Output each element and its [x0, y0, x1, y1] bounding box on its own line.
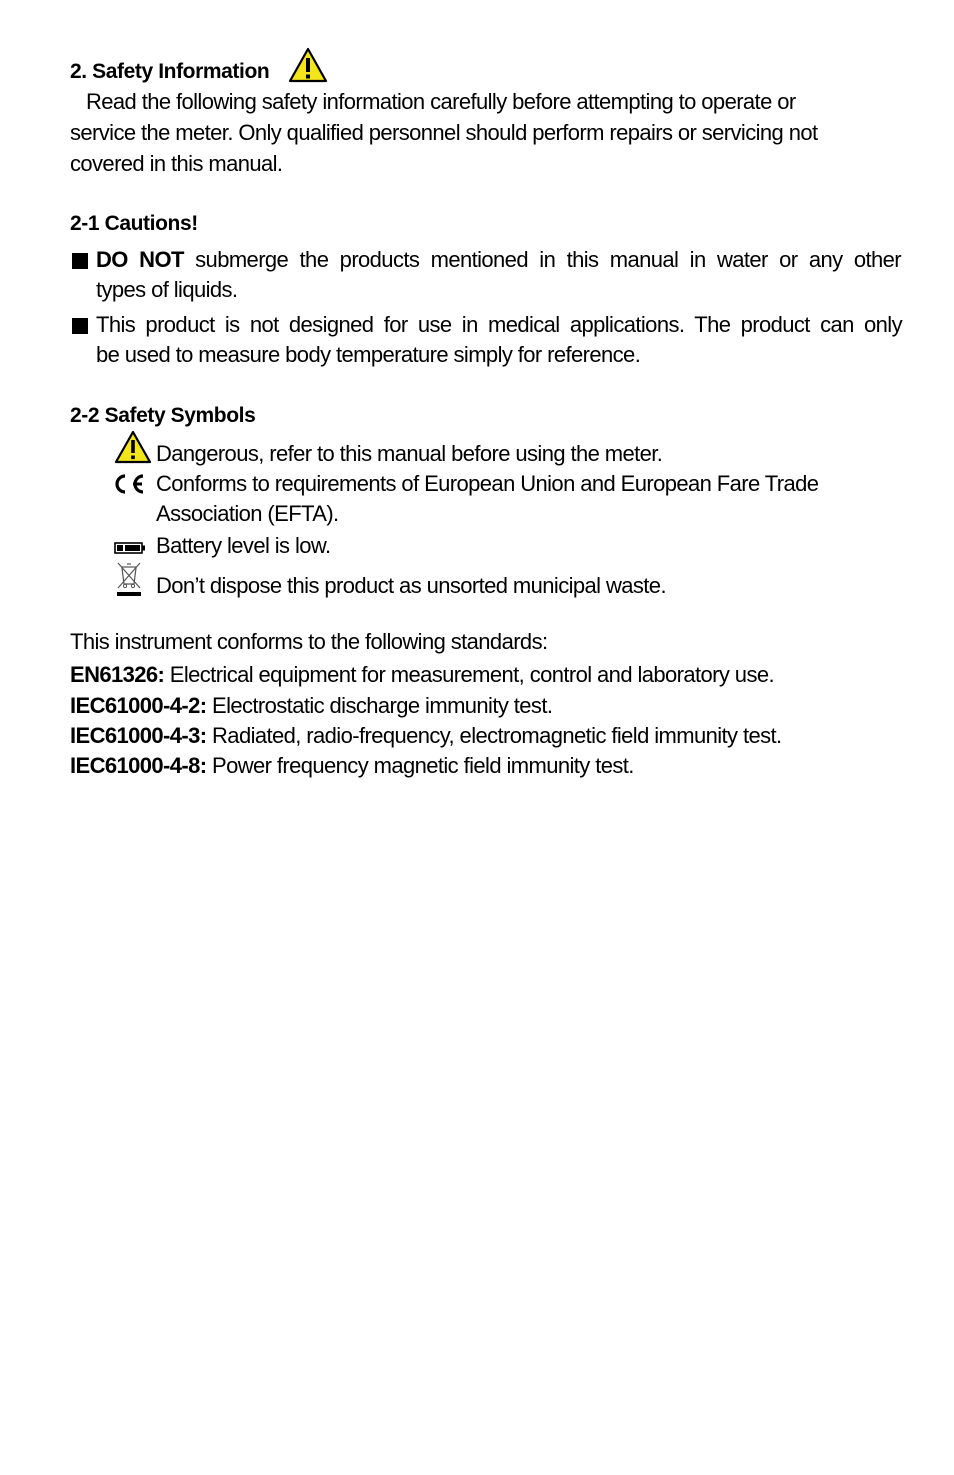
symbol-weee-text: Don’t dispose this product as unsorted municipal waste. — [156, 573, 666, 598]
caution-item-1-line-1 — [96, 247, 901, 273]
standard-description: Radiated, radio-frequency, electromagnetic field immunity test. — [212, 723, 782, 748]
warning-triangle-icon — [288, 47, 328, 83]
symbols-title: 2-2 Safety Symbols — [70, 404, 256, 427]
intro-line-1: Read the following safety information carefully before attempting to operate or — [86, 89, 796, 114]
standard-code: IEC61000-4-3: — [70, 723, 207, 748]
ce-mark-icon — [112, 473, 146, 495]
standard-row — [70, 662, 774, 688]
caution-item-1-text: submerge the products mentioned in this manual in water or any other — [195, 247, 902, 272]
symbol-ce-line-2: Association (EFTA). — [156, 501, 339, 526]
standard-code: IEC61000-4-8: — [70, 753, 207, 778]
weee-bin-icon — [116, 560, 142, 598]
bullet-square — [72, 253, 88, 269]
standard-row — [70, 723, 782, 749]
standard-code: EN61326: — [70, 662, 165, 687]
standards-intro: This instrument conforms to the following standards: — [70, 629, 548, 654]
caution-item-2-line-2: be used to measure body temperature simply for reference. — [96, 342, 641, 367]
symbol-ce-line-1: Conforms to requirements of European Union and European Fare Trade — [156, 471, 819, 496]
standard-row — [70, 693, 552, 719]
bullet-square — [72, 318, 88, 334]
standard-description: Electrical equipment for measurement, control and laboratory use. — [169, 662, 774, 687]
symbol-warning-text: Dangerous, refer to this manual before using the meter. — [156, 441, 663, 466]
intro-line-2: service the meter. Only qualified personnel should perform repairs or servicing not — [70, 120, 818, 145]
symbol-battery-text: Battery level is low. — [156, 533, 331, 558]
standard-description: Power frequency magnetic field immunity test. — [212, 753, 634, 778]
battery-low-icon — [114, 542, 146, 554]
caution-item-2-line-1: This product is not designed for use in medical applications. The product can only — [96, 312, 902, 337]
section-title-text: 2. Safety Information — [70, 60, 270, 83]
standard-row — [70, 753, 634, 779]
caution-item-1-line-2: types of liquids. — [96, 277, 238, 302]
intro-line-3: covered in this manual. — [70, 151, 283, 176]
standard-code: IEC61000-4-2: — [70, 693, 207, 718]
section-title — [70, 59, 269, 85]
cautions-title: 2-1 Cautions! — [70, 212, 198, 235]
caution-bold-lead: DO NOT — [96, 247, 184, 272]
standard-description: Electrostatic discharge immunity test. — [212, 693, 553, 718]
warning-triangle-icon — [114, 430, 152, 464]
